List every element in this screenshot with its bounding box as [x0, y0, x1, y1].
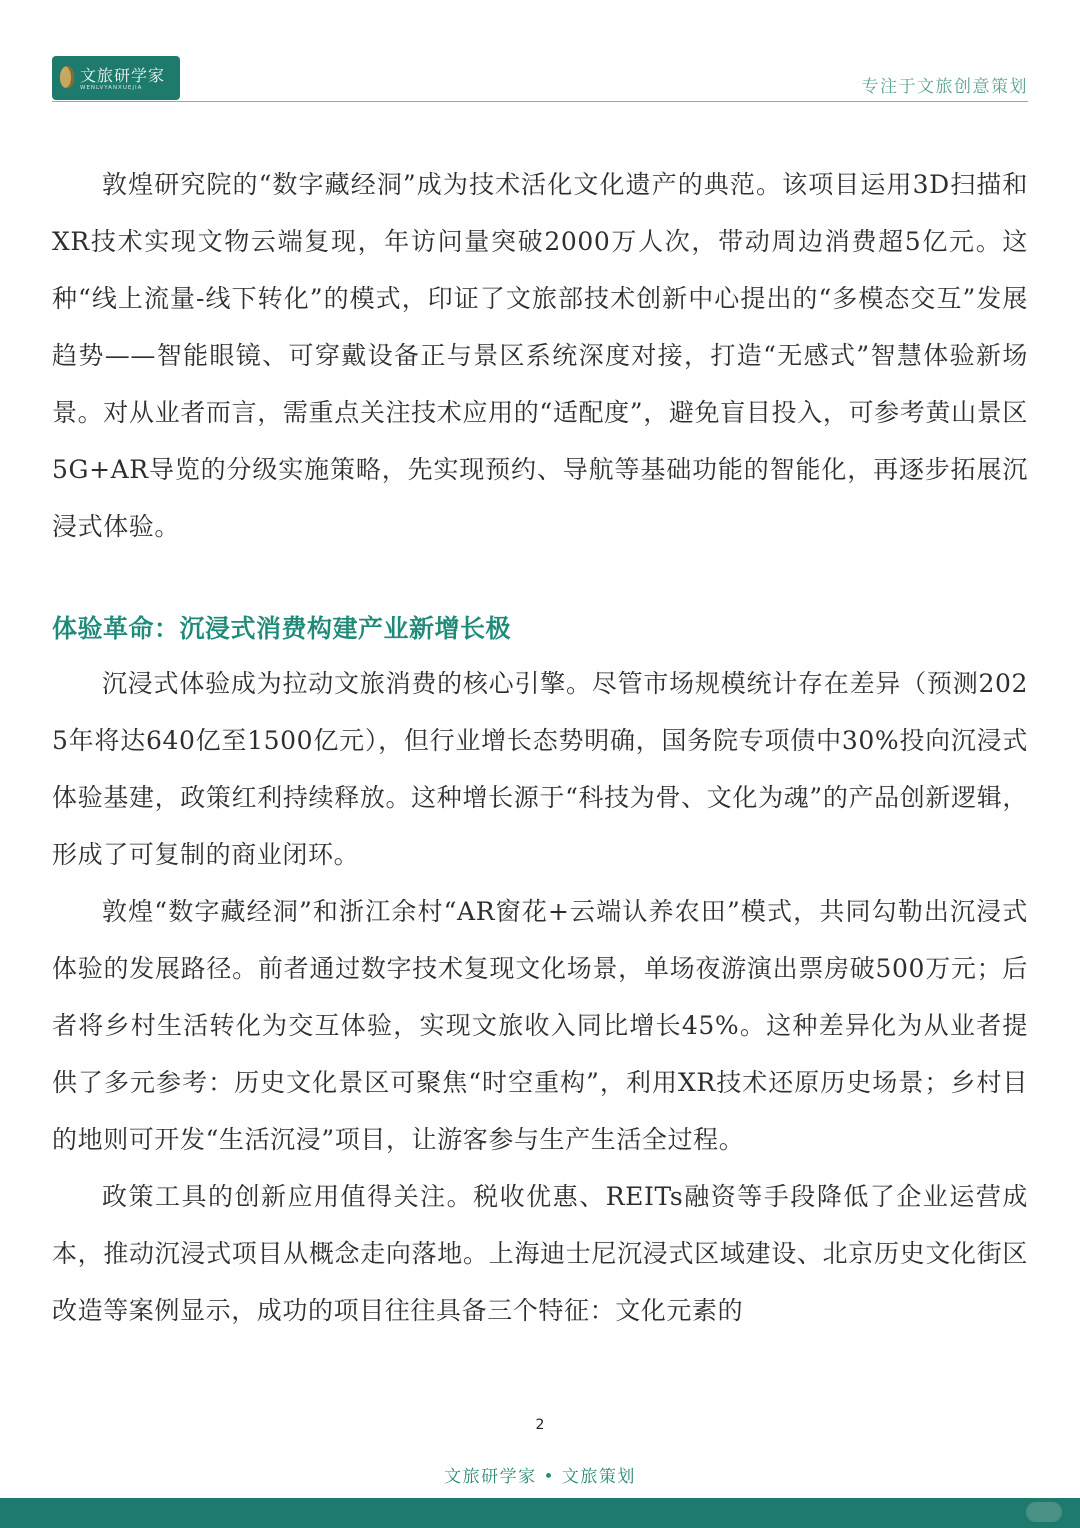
brand-logo — [52, 56, 180, 100]
page-number: 2 — [535, 1417, 545, 1433]
page-header — [0, 0, 1080, 110]
paragraph: 政策工具的创新应用值得关注。税收优惠、REITs融资等手段降低了企业运营成本，推动沉浸式项目从概念走向落地。上海迪士尼沉浸式区域建设、北京历史文化街区改造等案例显示，成功的项目往往具备三个特征：文化元素的 — [52, 1182, 1028, 1325]
watermark-badge — [1026, 1502, 1062, 1522]
logo-subtitle: WENLVYANXUEJIA — [80, 85, 143, 91]
header-tagline: 专注于文旅创意策划 — [861, 77, 1028, 97]
article-body — [52, 156, 1028, 1339]
paragraph: 敦煌“数字藏经洞”和浙江余村“AR窗花+云端认养农田”模式，共同勾勒出沉浸式体验的发展路径。前者通过数字技术复现文化场景，单场夜游演出票房破500万元；后者将乡村生活转化为交互体验，实现文旅收入同比增长45%。这种差异化为从业者提供了多元参考：历史文化景区可聚焦“时空重构”，利用XR技术还原历史场景；乡村目的地则可开发“生活沉浸”项目，让游客参与生产生活全过程。 — [52, 897, 1028, 1154]
logo-title: 文旅研学家 — [80, 66, 166, 85]
paragraph: 沉浸式体验成为拉动文旅消费的核心引擎。尽管市场规模统计存在差异（预测2025年将达640亿至1500亿元），但行业增长态势明确，国务院专项债中30%投向沉浸式体验基建，政策红利持续释放。这种增长源于“科技为骨、文化为魂”的产品创新逻辑，形成了可复制的商业闭环。 — [52, 669, 1028, 869]
leaf-icon — [60, 66, 74, 88]
footer-brand: 文旅研学家 • 文旅策划 — [444, 1467, 636, 1487]
header-divider — [52, 101, 1028, 102]
section-heading: 体验革命：沉浸式消费构建产业新增长极 — [52, 614, 512, 643]
footer-bar — [0, 1498, 1080, 1528]
paragraph: 敦煌研究院的“数字藏经洞”成为技术活化文化遗产的典范。该项目运用3D扫描和XR技术实现文物云端复现，年访问量突破2000万人次，带动周边消费超5亿元。这种“线上流量-线下转化”的模式，印证了文旅部技术创新中心提出的“多模态交互”发展趋势——智能眼镜、可穿戴设备正与景区系统深度对接，打造“无感式”智慧体验新场景。对从业者而言，需重点关注技术应用的“适配度”，避免盲目投入，可参考黄山景区5G+AR导览的分级实施策略，先实现预约、导航等基础功能的智能化，再逐步拓展沉浸式体验。 — [52, 170, 1028, 541]
